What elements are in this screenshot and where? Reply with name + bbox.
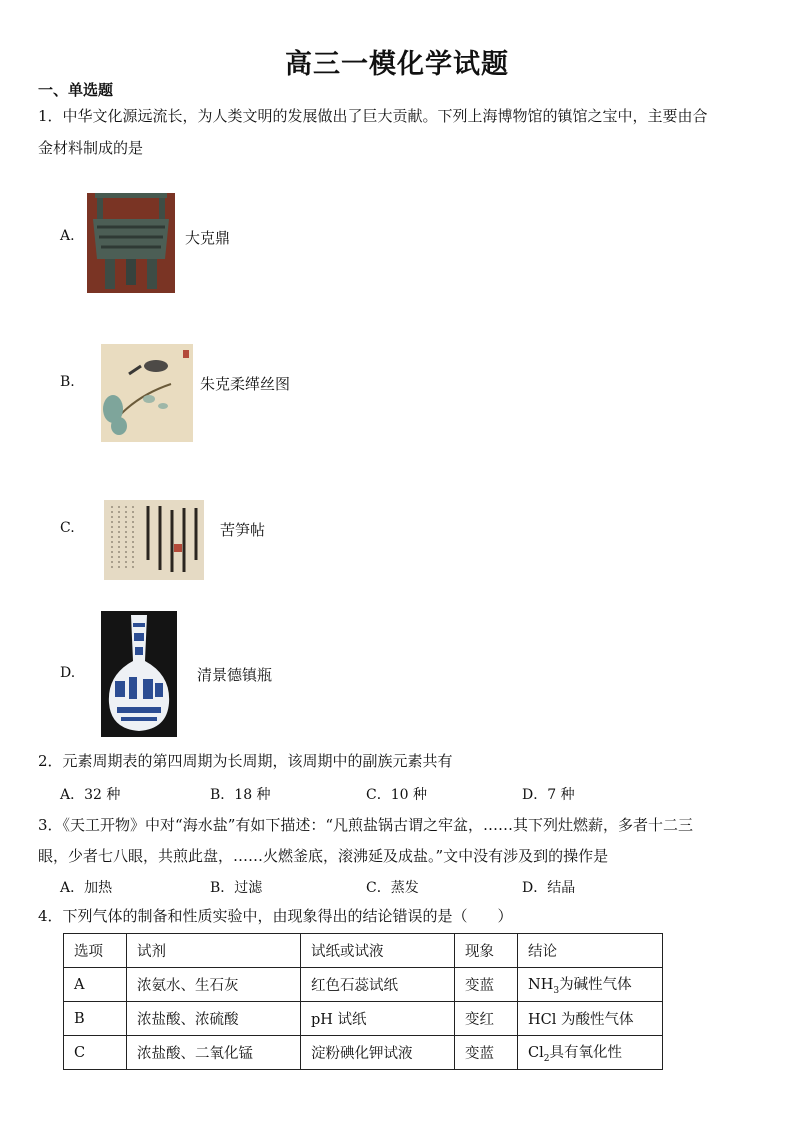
q3-choice-c[interactable]: C．蒸发 [366, 880, 419, 896]
q2-stem: 2．元素周期表的第四周期为长周期，该周期中的副族元素共有 [38, 752, 453, 770]
q2-choice-b[interactable]: B．18 种 [210, 787, 271, 803]
table-cell-phenomenon: 变蓝 [455, 968, 518, 1002]
bronze-ding-image [87, 193, 175, 293]
section-heading: 一、单选题 [38, 81, 114, 99]
conclusion-subscript: 2 [543, 1053, 550, 1064]
q2-choice-d[interactable]: D．7 种 [522, 787, 575, 803]
q4-data-table [63, 933, 663, 1070]
table-cell-option: C [64, 1036, 127, 1070]
conclusion-text: 具有氧化性 [549, 1045, 622, 1062]
page-title: 高三一模化学试题 [285, 49, 509, 80]
q1-option-a-label[interactable]: A. [60, 228, 75, 244]
table-cell-conclusion [518, 968, 663, 1002]
q3-stem-line1: 3．《天工开物》中对“海水盐”有如下描述：“凡煎盐锅古谓之牢盆，……其下列灶燃薪，多者十二三 [38, 816, 694, 834]
table-header-cell: 选项 [64, 934, 127, 968]
conclusion-text: 为碱性气体 [559, 977, 632, 994]
table-cell-paper: 红色石蕊试纸 [301, 968, 455, 1002]
q2-choice-c[interactable]: C．10 种 [366, 787, 427, 803]
table-cell-phenomenon: 变红 [455, 1002, 518, 1036]
table-header-row [64, 934, 663, 968]
table-row [64, 1002, 663, 1036]
q4-stem: 4．下列气体的制备和性质实验中，由现象得出的结论错误的是（ ） [38, 907, 513, 925]
table-header-cell: 试剂 [127, 934, 301, 968]
q1-option-c-name: 苦笋帖 [220, 521, 266, 539]
q3-choice-b[interactable]: B．过滤 [210, 880, 263, 896]
conclusion-text: HCl 为酸性气体 [528, 1012, 634, 1028]
q1-option-d-label[interactable]: D. [60, 665, 76, 681]
q1-option-d-name: 清景德镇瓶 [197, 666, 273, 684]
q2-choice-a[interactable]: A．32 种 [60, 787, 121, 803]
q1-stem-line2: 金材料制成的是 [38, 139, 144, 157]
conclusion-subscript: 3 [553, 985, 560, 996]
q3-choice-d[interactable]: D．结晶 [522, 880, 576, 896]
table-row [64, 968, 663, 1002]
q1-option-b-label[interactable]: B. [60, 374, 75, 390]
table-cell-paper: pH 试纸 [301, 1002, 455, 1036]
table-cell-option: B [64, 1002, 127, 1036]
table-cell-reagent: 浓盐酸、二氧化锰 [127, 1036, 301, 1070]
table-cell-conclusion [518, 1036, 663, 1070]
porcelain-vase-image [101, 611, 177, 737]
table-header-cell: 结论 [518, 934, 663, 968]
silk-painting-image [101, 344, 193, 442]
q3-choice-a[interactable]: A．加热 [60, 880, 113, 896]
calligraphy-scroll-image [104, 500, 204, 580]
table-cell-phenomenon: 变蓝 [455, 1036, 518, 1070]
q1-option-c-label[interactable]: C. [60, 520, 75, 536]
q1-option-a-name: 大克鼎 [185, 229, 231, 247]
table-row [64, 1036, 663, 1070]
q3-stem-line2: 眼，少者七八眼，共煎此盘，……火燃釜底，滚沸延及成盐。”文中没有涉及到的操作是 [38, 847, 609, 865]
table-cell-conclusion [518, 1002, 663, 1036]
q1-option-b-name: 朱克柔缂丝图 [200, 375, 291, 393]
table-cell-paper: 淀粉碘化钾试液 [301, 1036, 455, 1070]
table-header-cell: 现象 [455, 934, 518, 968]
conclusion-text: NH [528, 977, 554, 994]
q1-stem-line1: 1．中华文化源远流长，为人类文明的发展做出了巨大贡献。下列上海博物馆的镇馆之宝中，主要由合 [38, 107, 708, 125]
table-cell-option: A [64, 968, 127, 1002]
conclusion-text: Cl [528, 1045, 544, 1062]
table-cell-reagent: 浓氨水、生石灰 [127, 968, 301, 1002]
table-header-cell: 试纸或试液 [301, 934, 455, 968]
table-cell-reagent: 浓盐酸、浓硫酸 [127, 1002, 301, 1036]
